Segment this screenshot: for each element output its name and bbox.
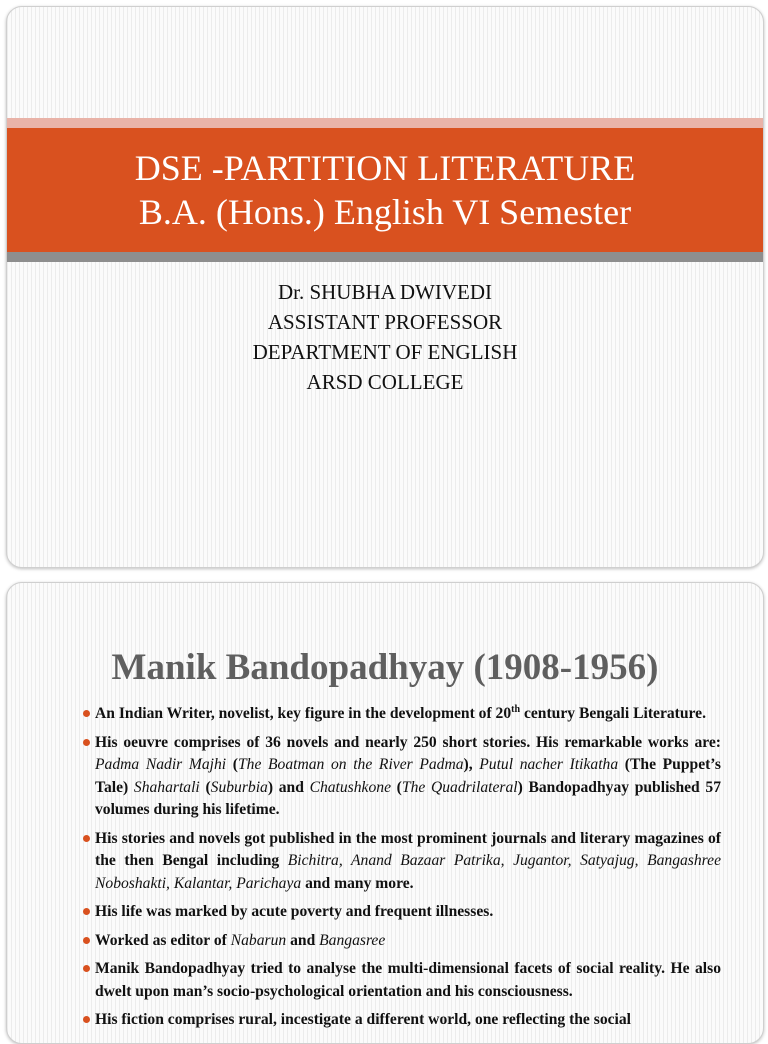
- slide-title-line-2: B.A. (Hons.) English VI Semester: [138, 192, 632, 232]
- bullet-icon: [83, 835, 90, 842]
- author-role: ASSISTANT PROFESSOR: [267, 310, 503, 334]
- author-college: ARSD COLLEGE: [306, 370, 464, 394]
- slide-2-title: Manik Bandopadhyay (1908-1956): [111, 647, 659, 688]
- bullet-icon: [83, 937, 90, 944]
- title-band: [7, 128, 763, 252]
- bullet-list: [95, 703, 721, 1038]
- author-block: [7, 277, 763, 397]
- header-band-bottom: [7, 252, 763, 262]
- content-slide: [6, 582, 764, 1044]
- bullet-icon: [83, 739, 90, 746]
- bullet-item: His stories and novels got published in the most prominent journals and literary magazines of the then Bengal including Bichitra, Anand Bazaar Patrika, Jugantor, Satyajug, Bangashree Noboshakti, Kalantar, Parichaya and many more.: [95, 828, 721, 896]
- header-band-top: [7, 118, 763, 128]
- title-slide: [6, 6, 764, 568]
- author-name: Dr. SHUBHA DWIVEDI: [277, 280, 493, 304]
- bullet-icon: [83, 1016, 90, 1023]
- bullet-item: Manik Bandopadhyay tried to analyse the multi-dimensional facets of social reality. He also dwelt upon man’s socio-psychological orientation and his consciousness.: [95, 958, 721, 1003]
- bullet-icon: [83, 710, 90, 717]
- bullet-item: His fiction comprises rural, incestigate a different world, one reflecting the social: [95, 1009, 721, 1032]
- bullet-icon: [83, 965, 90, 972]
- slide-title-line-1: DSE -PARTITION LITERATURE: [134, 148, 636, 188]
- bullet-item: His life was marked by acute poverty and frequent illnesses.: [95, 901, 721, 924]
- bullet-item: Worked as editor of Nabarun and Bangasree: [95, 930, 721, 953]
- bullet-item: An Indian Writer, novelist, key figure in the development of 20th century Bengali Literature.: [95, 703, 721, 726]
- bullet-icon: [83, 908, 90, 915]
- author-department: DEPARTMENT OF ENGLISH: [252, 340, 518, 364]
- bullet-item: His oeuvre comprises of 36 novels and nearly 250 short stories. His remarkable works are: Padma Nadir Majhi (The Boatman on the River Padma), Putul nacher Itikatha (The Puppet’s Tale) Shahartali (Suburbia) and Chatushkone (The Quadrilateral) Bandopadhyay published 57 volumes during his lifetime.: [95, 732, 721, 822]
